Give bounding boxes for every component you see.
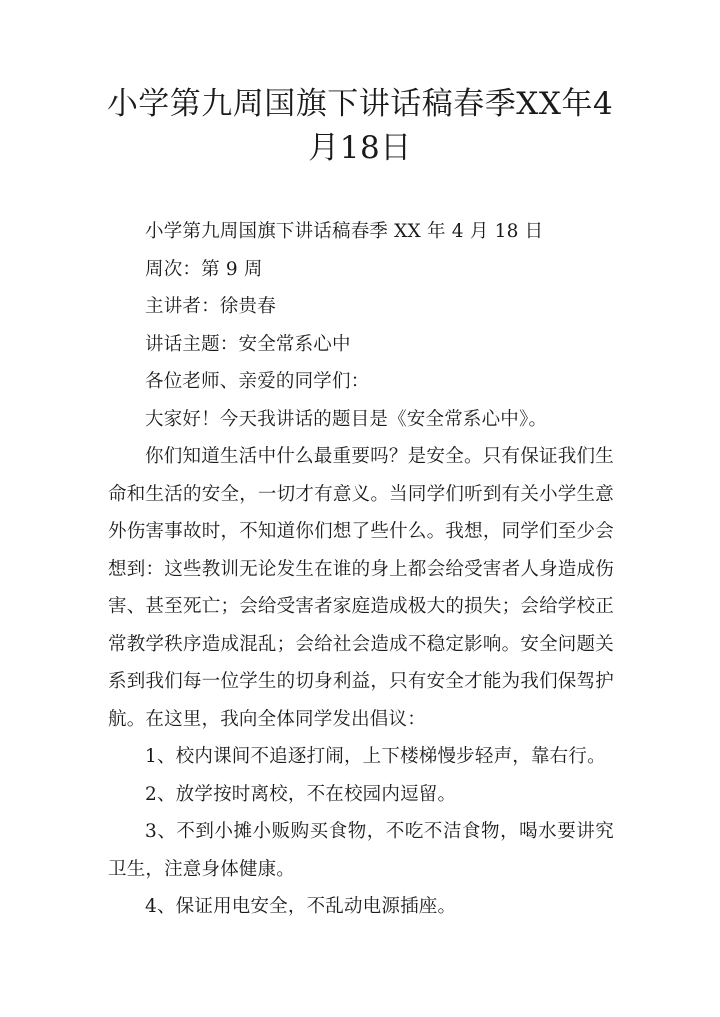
document-title: 小学第九周国旗下讲话稿春季XX年4月18日 [106,86,614,166]
paragraph-heading-line: 小学第九周国旗下讲话稿春季 XX 年 4 月 18 日 [145,221,544,242]
paragraph-greeting: 大家好！今天我讲话的题目是《安全常系心中》。 [145,408,548,430]
paragraph-proposal-3: 3、不到小摊小贩购买食物，不吃不洁食物，喝水要讲究卫生，注意身体健康。 [108,821,614,880]
paragraph-salutation: 各位老师、亲爱的同学们： [145,371,370,392]
paragraph-proposal-1: 1、校内课间不追逐打闹，上下楼梯慢步轻声，靠右行。 [145,746,606,767]
document-body [108,213,614,926]
paragraph-speaker: 主讲者：徐贵春 [145,296,276,317]
paragraph-proposal-4: 4、保证用电安全，不乱动电源插座。 [145,896,457,917]
paragraph-week: 周次：第 9 周 [145,258,263,280]
paragraph-main: 你们知道生活中什么最重要吗？是安全。只有保证我们生命和生活的安全，一切才有意义。当同学们听到有关小学生意外伤害事故时，不知道你们想了些什么。我想，同学们至少会想到：这些教训无论发生在谁的身上都会给受害者人身造成伤害、甚至死亡；会给受害者家庭造成极大的损失；会给学校正常教学秩序造成混乱；会给社会造成不稳定影响。安全问题关系到我们每一位学生的切身利益，只有安全才能为我们保驾护航。在这里，我向全体同学发出倡议： [108,446,614,730]
paragraph-proposal-2: 2、放学按时离校，不在校园内逗留。 [145,783,457,805]
paragraph-topic: 讲话主题：安全常系心中 [145,333,351,355]
